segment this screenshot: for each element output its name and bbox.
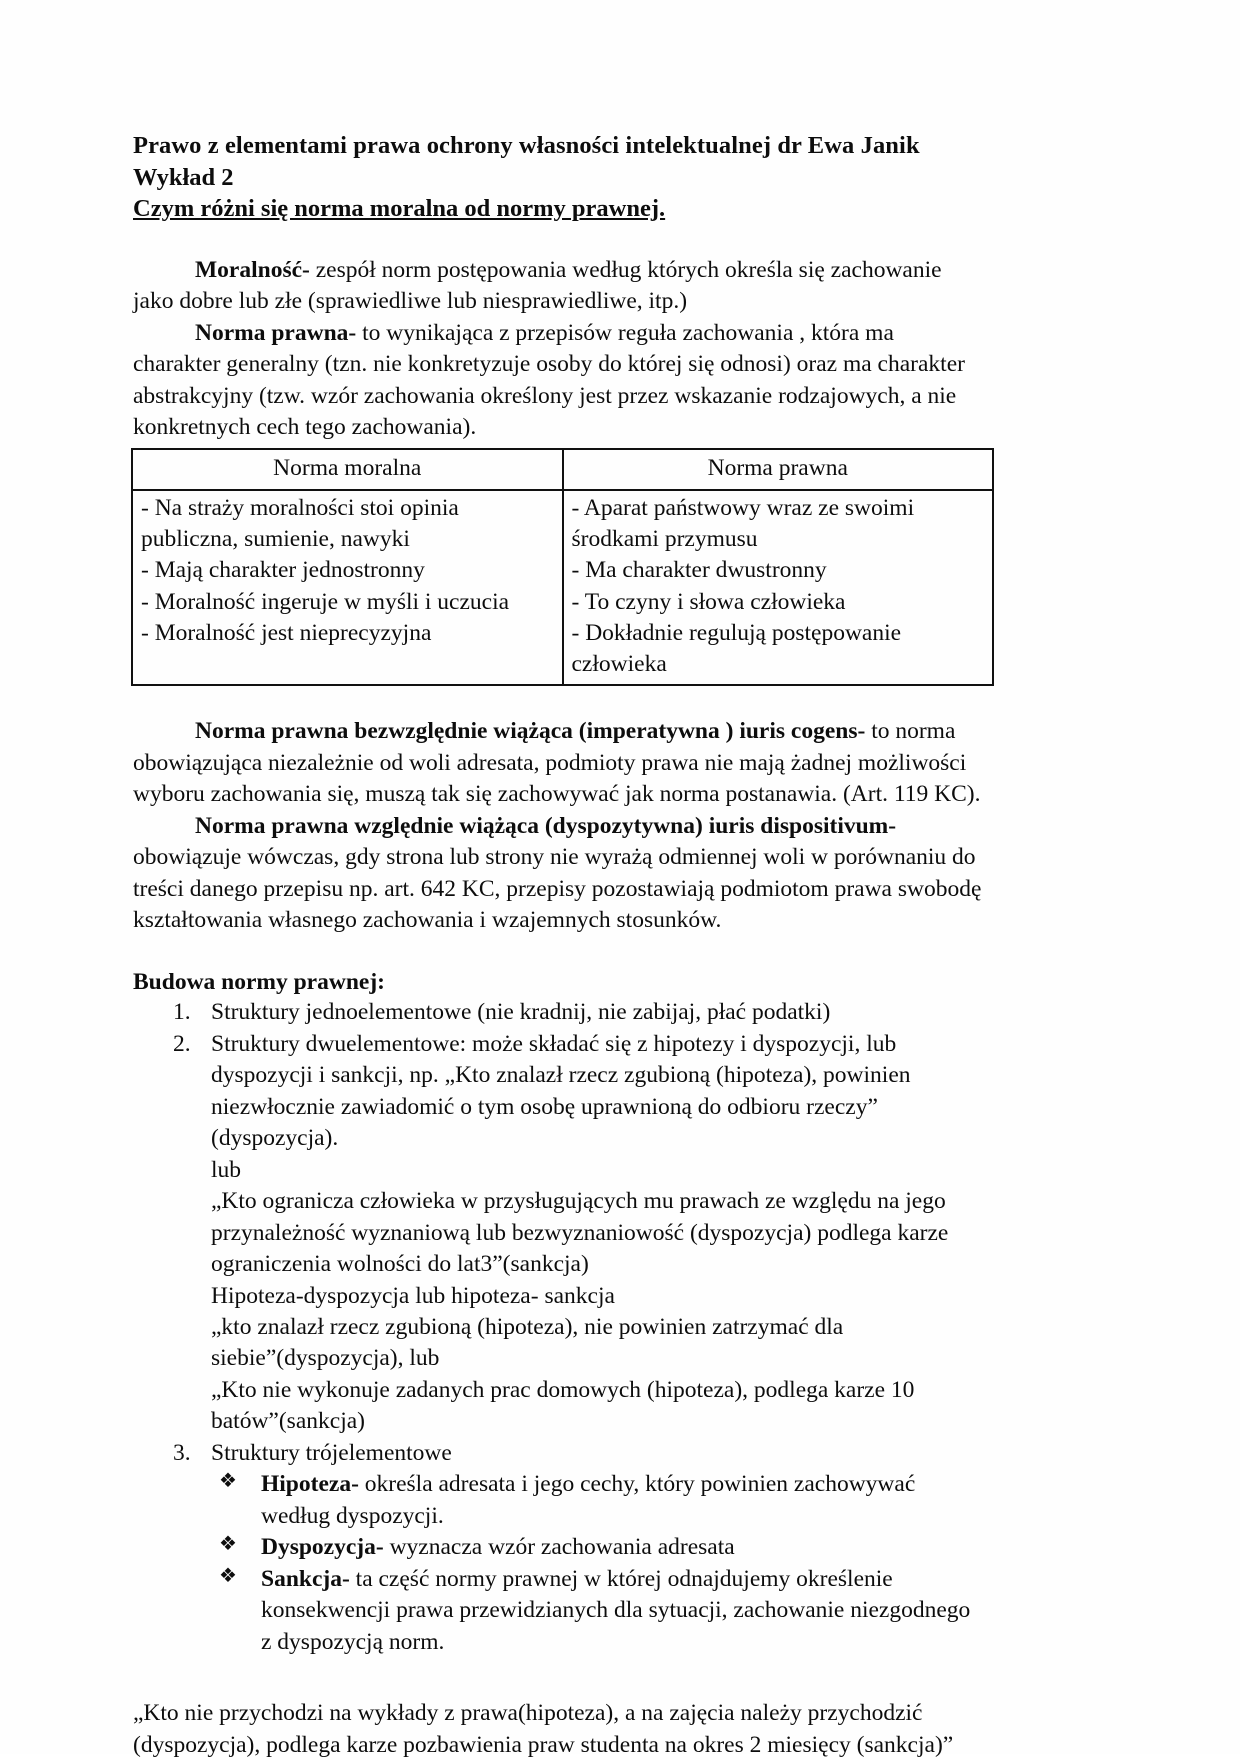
table-row — [132, 490, 993, 686]
paragraph-norma-prawna — [133, 318, 985, 444]
table-header-norma-moralna: Norma moralna — [132, 449, 563, 490]
table-cell-norma-prawna — [563, 490, 994, 686]
section-heading: Czym różni się norma moralna od normy prawnej. — [133, 195, 666, 223]
list-item: - Ma charakter dwustronny — [571, 557, 827, 584]
list-item: - Dokładnie regulują postępowanie człowieka — [571, 619, 902, 678]
list-item-structury-dwuelementowe — [133, 1029, 985, 1438]
elements-bullet-list — [211, 1469, 985, 1658]
text-iuris-cogens: to norma obowiązująca niezależnie od woli adresata, podmioty prawa nie mają żadnej możliwości wyboru zachowania się, muszą tak się zachowywać jak norma postanawia. (Art. 119 KC). — [133, 718, 981, 808]
list-item-text: Struktury trójelementowe — [211, 1439, 452, 1466]
bullet-text: ta część normy prawnej w której odnajdujemy określenie konsekwencji prawa przewidzianych dla sytuacji, zachowanie niezgodnego z dyspozycją norm. — [261, 1565, 971, 1655]
bullet-item-dyspozycja — [211, 1532, 985, 1563]
spacer — [133, 937, 985, 967]
text-iuris-dispositivum: obowiązuje wówczas, gdy strona lub strony nie wyrażą odmiennej woli w porównaniu do treści danego przepisu np. art. 642 KC, przepisy pozostawiają podmiotom prawa swobodę kształtowania własnego zachowania i wzajemnych stosunków. — [133, 844, 982, 934]
table-header-norma-prawna: Norma prawna — [563, 449, 994, 490]
sub-line-quote-3: „Kto nie wykonuje zadanych prac domowych (hipoteza), podlega karze 10 batów”(sankcja) — [211, 1376, 915, 1435]
closing-paragraph: „Kto nie przychodzi na wykłady z prawa(hipoteza), a na zajęcia należy przychodzić (dyspozycja), podlega karze pozbawienia praw studenta na okres 2 miesięcy (sankcja)” — [133, 1700, 954, 1758]
list-norma-moralna — [141, 493, 554, 649]
table-cell-norma-moralna — [132, 490, 563, 686]
page-title — [133, 130, 985, 225]
sub-line-label: Hipoteza-dyspozycja lub hipoteza- sankcja — [211, 1282, 615, 1309]
spacer — [133, 225, 985, 255]
bullet-term: Dyspozycja- — [261, 1534, 384, 1561]
bullet-item-hipoteza — [211, 1469, 985, 1532]
text-norma-prawna: to wynikająca z przepisów reguła zachowania , która ma charakter generalny (tzn. nie konkretyzuje osoby do której się odnosi) oraz ma charakter abstrakcyjny (tzw. wzór zachowania określony jest przez wskazanie rodzajowych, a nie konkretnych cech tego zachowania). — [133, 319, 965, 441]
list-item-structury-jednoelementowe — [133, 997, 985, 1028]
diamond-bullet-icon: ❖ — [219, 1533, 237, 1556]
text-moralnosc: zespół norm postępowania według których określa się zachowanie jako dobre lub złe (sprawiedliwe lub niesprawiedliwe, itp.) — [133, 256, 942, 315]
comparison-table — [131, 448, 994, 687]
document-content — [133, 130, 985, 1761]
diamond-bullet-icon: ❖ — [219, 1470, 237, 1493]
list-item: - Moralność ingeruje w myśli i uczucia — [141, 588, 510, 615]
bullet-term: Hipoteza- — [261, 1471, 359, 1498]
bullet-text: wyznacza wzór zachowania adresata — [383, 1534, 735, 1561]
bullet-term: Sankcja- — [261, 1565, 350, 1592]
term-iuris-cogens: Norma prawna bezwzględnie wiążąca (imperatywna ) iuris cogens- — [195, 718, 866, 745]
list-item: - Aparat państwowy wraz ze swoimi środkami przymusu — [571, 494, 915, 553]
list-item-structury-trojelementowe — [133, 1438, 985, 1658]
term-norma-prawna: Norma prawna- — [195, 319, 357, 346]
list-norma-prawna — [572, 493, 985, 681]
sub-line-quote-2: „kto znalazł rzecz zgubioną (hipoteza), nie powinien zatrzymać dla siebie”(dyspozycja), lub — [211, 1313, 844, 1372]
list-item: - Moralność jest nieprecyzyjna — [141, 619, 432, 646]
list-item: - Na straży moralności stoi opinia publiczna, sumienie, nawyki — [141, 494, 459, 553]
term-moralnosc: Moralność- — [195, 256, 310, 283]
sub-line-quote-1: „Kto ogranicza człowieka w przysługujących mu prawach ze względu na jego przynależność wyznaniową lub bezwyznaniowość (dyspozycja) podlega karze ograniczenia wolności do lat3”(sankcja) — [211, 1188, 949, 1278]
diamond-bullet-icon: ❖ — [219, 1564, 237, 1587]
title-line-1: Prawo z elementami prawa ochrony własności intelektualnej dr Ewa Janik — [133, 132, 920, 159]
list-item: - To czyny i słowa człowieka — [571, 588, 846, 615]
sub-line-lub: lub — [211, 1156, 242, 1183]
list-item: - Mają charakter jednostronny — [141, 557, 425, 584]
paragraph-moralnosc — [133, 255, 985, 318]
structure-heading: Budowa normy prawnej: — [133, 968, 385, 995]
bullet-text: określa adresata i jego cechy, który powinien zachowywać według dyspozycji. — [261, 1471, 916, 1529]
paragraph-iuris-dispositivum — [133, 811, 985, 937]
spacer — [133, 686, 985, 716]
paragraph-iuris-cogens — [133, 716, 985, 810]
list-item-text: Struktury jednoelementowe (nie kradnij, nie zabijaj, płać podatki) — [211, 999, 831, 1026]
spacer — [133, 1658, 985, 1698]
bullet-item-sankcja — [211, 1564, 985, 1658]
title-line-2: Wykład 2 — [133, 163, 234, 191]
table-header-row — [132, 449, 993, 490]
structure-list — [133, 997, 985, 1658]
term-iuris-dispositivum: Norma prawna względnie wiążąca (dyspozytywna) iuris dispositivum- — [195, 812, 897, 839]
list-item-text: Struktury dwuelementowe: może składać się z hipotezy i dyspozycji, lub dyspozycji i sankcji, np. „Kto znalazł rzecz zgubioną (hipoteza), powinien niezwłocznie zawiadomić o tym osobę uprawnioną do odbioru rzeczy” (dyspozycja). — [211, 1030, 911, 1152]
